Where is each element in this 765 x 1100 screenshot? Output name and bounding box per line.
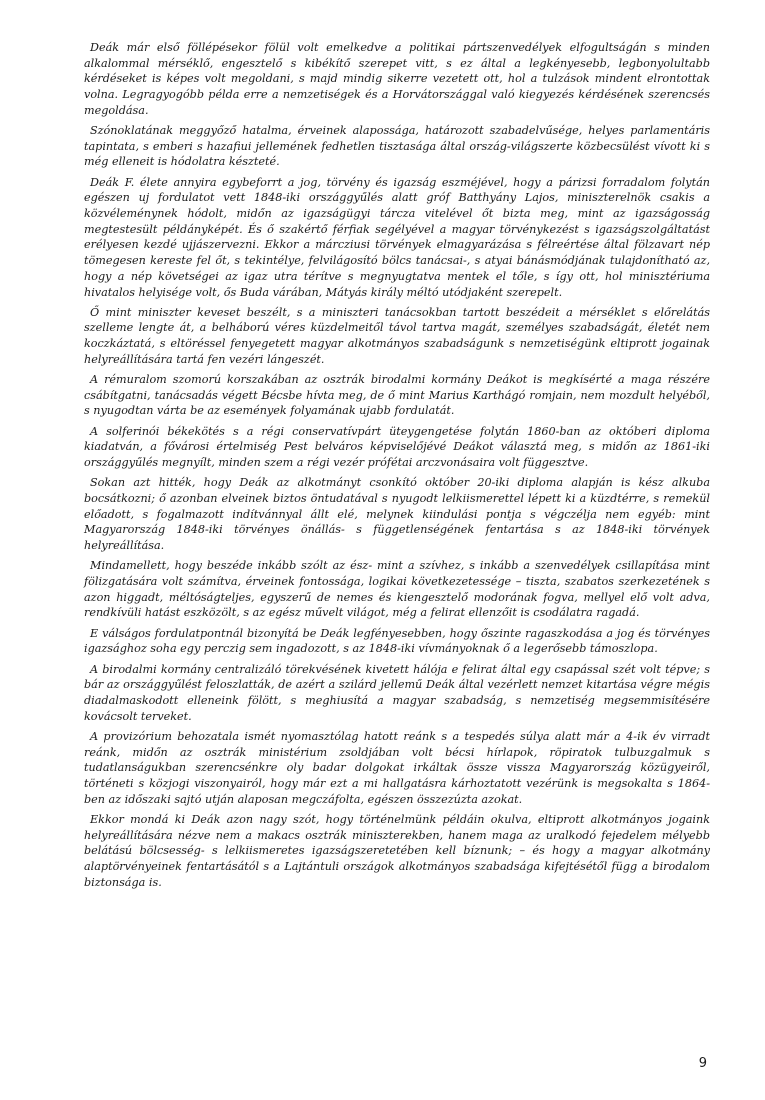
paragraph-3: Deák F. élete annyira egybeforrt a jog, törvény és igazság eszméjével, hogy a párizsi forradalom folytán egészen uj fordulatot vett 1848-iki országgyűlés alatt gróf Batthyány Lajos, miniszterelnök csakis a közvéleménynek hódolt, midőn az igazságügyi tárcza vitelével őt bizta meg, mint az igazságosság megtestesült példányképét. És ő szakértő férfiak segélyével a magyar törvénykezést s igazságszolgáltatást erélyesen kezdé ujjászervezni. Ekkor a márcziusi törvények elmagyarázása s félreértése által fölzavart nép tömegesen kereste fel őt, s tekintélye, felvilágosító bölcs tanácsai-, s atyai bánásmódjának tulajdonítható az, hogy a nép követségei az igaz utra térítve s megnyugtatva mentek el tőle, s így ott, hol minisztériuma hivatalos helyisége volt, ős Buda várában, Mátyás király méltó utódjaként szerepelt. xyxy=(84,175,710,299)
paragraph-5: A rémuralom szomorú korszakában az osztrák birodalmi kormány Deákot is megkísérté a maga részére csábítgatni, tanácsadás végett Bécsbe hívta meg, de ő mint Marius Karthágó romjain, nem mozdult helyéből, s nyugodtan várta be az események folyamának ujabb fordulatát. xyxy=(84,373,710,418)
paragraph-1: Deák már első föllépésekor fölül volt emelkedve a politikai pártszenvedélyek elfogultságán s minden alkalommal mérséklő, engesztelő s kibékítő szerepet vitt, s ez által a legkényesebb, legbonyolultabb kérdéseket is képes volt megoldani, s majd mindig sikerre vezetett ott, hol a tulzások mindent elrontottak volna. Legragyogóbb példa erre a nemzetiségek és a Horvátországgal való kiegyezés kérdésének szerencsés megoldása. xyxy=(84,41,710,117)
paragraph-7: Sokan azt hitték, hogy Deák az alkotmányt csonkító október 20-iki diploma alapján is kész alkuba bocsátkozni; ő azonban elveinek biztos öntudatával s nyugodt lelkiismerettel lépett ki a küzdtérre, s remekül előadott, s fogalmazott indítvánnyal állt elé, melynek kiindulási pontja s végczélja nem egyéb: mint Magyarország 1848-iki törvényes önállás- s függetlenségének fentartása s az 1848-iki törvények helyreállítása. xyxy=(84,476,710,553)
paragraph-8: Mindamellett, hogy beszéde inkább szólt az ész- mint a szívhez, s inkább a szenvedélyek csillapítása mint fölizgatására volt számítva, érveinek fontossága, logikai következetessége – tiszta, szabatos szerkezetének s azon higgadt, méltóságteljes, egyszerű de nemes és kiengesztelő modorának fogva, mellyel elő volt adva, rendkívüli hatást eszközölt, s az egész művelt világot, még a felirat ellenzőit is csodálatra ragadá. xyxy=(84,559,710,620)
paragraph-10: A birodalmi kormány centralizáló törekvésének kivetett hálója e felirat által egy csapással szét volt tépve; s bár az országgyűlést feloszlatták, de azért a szilárd jellemű Deák által vezérlett nemzet kitartása végre mégis diadalmaskodott elleneink fölött, s meghiusítá a magyar szabadság, s nemzetiség megsemmisítésére kovácsolt terveket. xyxy=(84,662,710,723)
paragraph-11: A provizórium behozatala ismét nyomasztólag hatott reánk s a tespedés súlya alatt már a 4-ik év virradt reánk, midőn az osztrák ministérium zsoldjában volt bécsi hírlapok, röpiratok tulbuzgalmuk s tudatlanságukban szerencsénkre oly badar dolgokat irkáltak össze vissza Magyarország közügyeiről, történeti s közjogi viszonyairól, hogy már ezt a mi hallgatásra kárhoztatott vezérünk is megsokalta s 1864-ben az időszaki sajtó utján alaposan megczáfolta, egészen összezúzta azokat. xyxy=(84,729,710,806)
paragraph-6: A solferinói békekötés s a régi conservatívpárt üteygengetése folytán 1860-ban az októberi diploma kiadatván, a fővárosi értelmiség Pest belváros képviselőjévé Deákot választá meg, s midőn az 1861-iki országgyűlés megnyílt, minden szem a régi vezér prófétai arczvonásaira volt függesztve. xyxy=(84,424,710,470)
paragraph-12: Ekkor mondá ki Deák azon nagy szót, hogy történelmünk példáin okulva, eltiprott alkotmányos jogaink helyreállítására nézve nem a makacs osztrák miniszterekben, hanem maga az uralkodó fejedelem mélyebb belátású bölcsesség- s lelkiismeretes igazságszeretetében kell bíznunk; – és hogy a magyar alkotmány alaptörvényeinek fentartásától s a Lajtántuli országok alkotmányos szabadsága kifejtésétől függ a birodalom biztonsága is. xyxy=(84,812,710,889)
body-text xyxy=(84,40,710,895)
paragraph-2: Szónoklatának meggyőző hatalma, érveinek alapossága, határozott szabadelvűsége, helyes parlamentáris tapintata, s emberi s hazafiui jellemének fedhetlen tisztasága által ország-világszerte közbecsülést vívott ki s még elleneit is hódolatra készteté. xyxy=(84,124,710,169)
paragraph-9: E válságos fordulatpontnál bizonyítá be Deák legfényesebben, hogy őszinte ragaszkodása a jog és törvényes igazsághoz soha egy perczig sem ingadozott, s az 1848-iki vívmányoknak ő a legerősebb támoszlopa. xyxy=(84,626,710,656)
page-number: 9 xyxy=(698,1056,707,1071)
paragraph-4: Ő mint miniszter keveset beszélt, s a miniszteri tanácsokban tartott beszédeit a mérséklet s előrelátás szelleme lengte át, a belháború véres küzdelmeitől távol tartva magát, személyes szabadságát, életét nem koczkáztatá, s eltöréssel fenyegetett magyar alkotmányos szabadságunk s nemzetiségünk eltiprott jogainak helyreállítására tartá fen vezéri lángeszét. xyxy=(84,305,710,366)
